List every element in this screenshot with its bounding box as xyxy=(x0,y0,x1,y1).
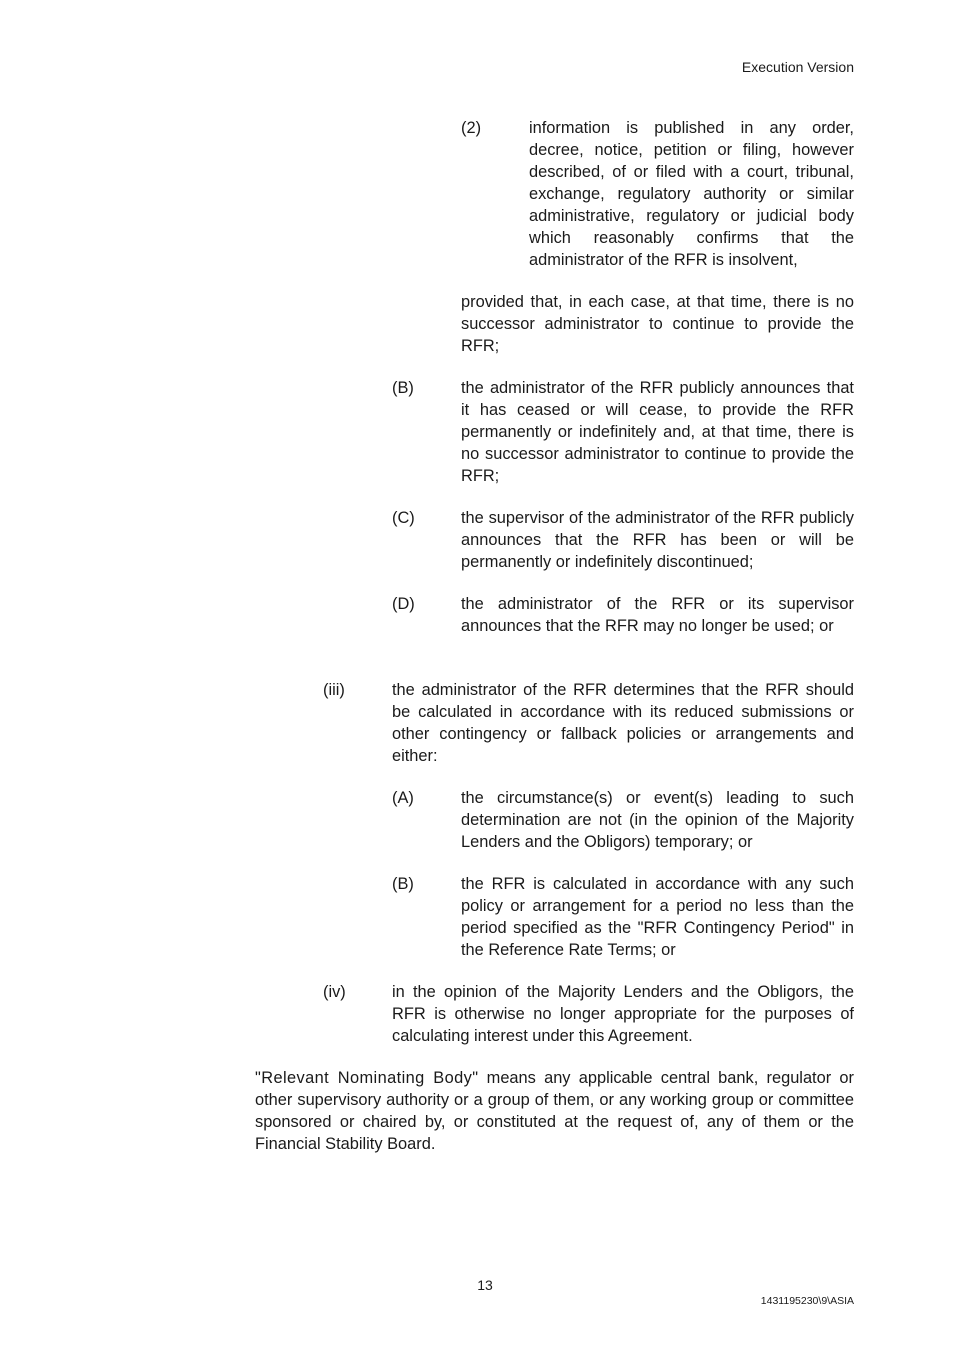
clause-b-second-label: (B) xyxy=(392,875,414,893)
page-number: 13 xyxy=(477,1277,493,1293)
clause-2-label: (2) xyxy=(461,119,482,137)
clause-iii-text: the administrator of the RFR determines that the RFR should be calculated in accordance with its reduced submissions or other contingency or fallback policies or arrangements and either: xyxy=(392,681,854,765)
clause-b-second xyxy=(392,873,854,961)
clause-iv xyxy=(323,981,854,1047)
clause-iv-text: in the opinion of the Majority Lenders and the Obligors, the RFR is otherwise no longer appropriate for the purposes of calculating interest under this Agreement. xyxy=(392,983,854,1045)
clause-a-second-label: (A) xyxy=(392,789,414,807)
document-reference: 1431195230\9\ASIA xyxy=(760,1295,854,1307)
clause-d xyxy=(392,593,854,637)
clause-2-text: information is published in any order, decree, notice, petition or filing, however described, of or filed with a court, tribunal, exchange, regulatory authority or similar administrative, regulatory or judicial body which reasonably confirms that the administrator of the RFR is insolvent, xyxy=(529,119,854,269)
clause-c-label: (C) xyxy=(392,509,415,527)
clause-c-text: the supervisor of the administrator of the RFR publicly announces that the RFR has been or will be permanently or indefinitely discontinued; xyxy=(461,509,854,571)
clause-iii xyxy=(323,679,854,767)
clause-iv-label: (iv) xyxy=(323,983,346,1001)
clause-c xyxy=(392,507,854,573)
proviso-paragraph xyxy=(461,291,854,357)
proviso-text: provided that, in each case, at that time, there is no successor administrator to continue to provide the RFR; xyxy=(461,293,854,355)
clause-2 xyxy=(461,117,854,271)
definition-text: means any applicable central bank, regulator or other supervisory authority or a group of them, or any working group or committee sponsored or chaired by, or constituted at the request of, any of them or the Financial Stability Board. xyxy=(255,1069,854,1153)
execution-version-label: Execution Version xyxy=(741,59,854,75)
clause-b-first-label: (B) xyxy=(392,379,414,397)
clause-b-first xyxy=(392,377,854,487)
clause-b-first-text: the administrator of the RFR publicly announces that it has ceased or will cease, to provide the RFR permanently or indefinitely and, at that time, there is no successor administrator to continue to provide the RFR; xyxy=(461,379,854,485)
clause-iii-label: (iii) xyxy=(323,681,345,699)
clause-a-second xyxy=(392,787,854,853)
clause-b-second-text: the RFR is calculated in accordance with any such policy or arrangement for a period no less than the period specified as the "RFR Contingency Period" in the Reference Rate Terms; or xyxy=(461,875,854,959)
relevant-nominating-body-definition xyxy=(255,1067,854,1155)
clause-a-second-text: the circumstance(s) or event(s) leading to such determination are not (in the opinion of the Majority Lenders and the Obligors) temporary; or xyxy=(461,789,854,851)
clause-d-label: (D) xyxy=(392,595,415,613)
defined-term: "Relevant Nominating Body" xyxy=(255,1069,479,1087)
clause-d-text: the administrator of the RFR or its supervisor announces that the RFR may no longer be used; or xyxy=(461,595,854,635)
